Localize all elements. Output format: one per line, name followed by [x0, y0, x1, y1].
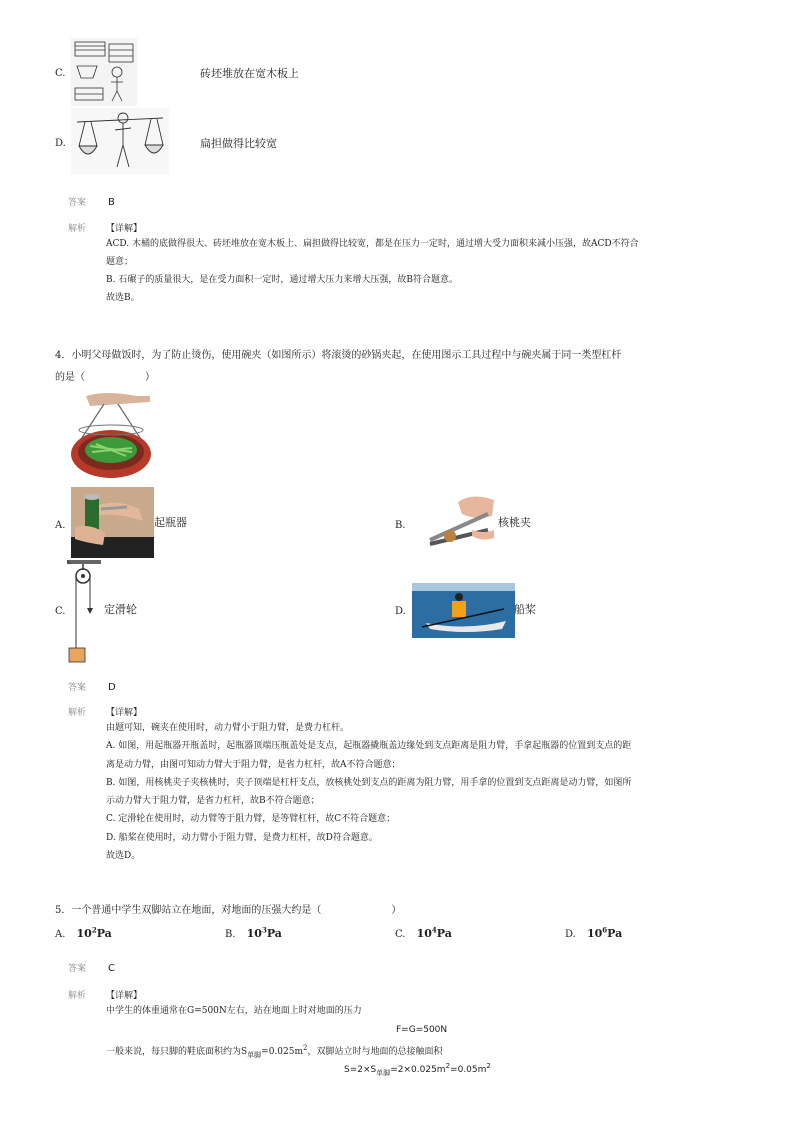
option-c-text: 定滑轮	[104, 603, 137, 616]
option-letter: D.	[565, 929, 576, 940]
option-value: $10^3Pa$	[246, 925, 282, 940]
q4-detail-block	[106, 721, 631, 867]
stem-line: 4．小明父母做饭时，为了防止烫伤，使用碗夹（如图所示）将滚烫的砂锅夹起，在使用图示工具过程中与碗夹属于同一类型杠杆	[55, 350, 622, 361]
analysis-label: 解析	[68, 224, 87, 234]
option-value: $10^6Pa$	[586, 925, 623, 940]
stem-line: 的是（ ）	[55, 372, 155, 383]
q4-stem	[55, 348, 621, 385]
bottle-opener-photo	[71, 487, 154, 558]
q3-detail-block	[106, 237, 639, 309]
bowl-clip-photo	[66, 388, 156, 484]
answer-value: C	[108, 963, 115, 974]
answer-label: 答案	[68, 964, 87, 974]
option-a-letter: A.	[55, 520, 66, 531]
option-a-text: 起瓶器	[154, 516, 187, 529]
option-letter: A.	[55, 929, 66, 940]
detail-line: 一般来说，每只脚的鞋底面积约为$S_{单脚}=0.025m^2$，双脚站立时与地面的总接触面积	[106, 1044, 443, 1059]
boat-paddle-photo	[412, 583, 515, 638]
option-d-text: 扁担做得比较宽	[200, 137, 277, 150]
brick-stack-illustration	[71, 38, 137, 106]
option-b-letter: B.	[395, 520, 406, 531]
analysis-label: 解析	[68, 991, 87, 1001]
answer-value: B	[108, 197, 115, 208]
option-letter: C.	[395, 929, 406, 940]
option-d-letter: D.	[55, 138, 66, 149]
detail-header: 【详解】	[106, 708, 143, 718]
option-c-letter: C.	[55, 606, 66, 617]
detail-header: 【详解】	[106, 991, 143, 1001]
detail-line: 题意；	[106, 257, 134, 267]
nutcracker-photo	[422, 492, 498, 552]
option-c-text: 砖坯堆放在宽木板上	[200, 67, 299, 80]
fixed-pulley-diagram	[67, 560, 101, 664]
answer-label: 答案	[68, 198, 87, 208]
detail-line: D. 船桨在使用时，动力臂小于阻力臂，是费力杠杆，故D符合题意。	[106, 832, 378, 843]
detail-line: 示动力臂大于阻力臂，是省力杠杆，故B不符合题意；	[106, 796, 320, 807]
answer-value: D	[108, 682, 116, 693]
analysis-label: 解析	[68, 708, 87, 718]
detail-line: A. 如图，用起瓶器开瓶盖时，起瓶器顶端压瓶盖处是支点，起瓶器撬瓶盖边缘处到支点距离是阻力臂，手拿起瓶器的位置到支点的距	[106, 741, 632, 752]
detail-line: 离是动力臂，由图可知动力臂大于阻力臂，是省力杠杆，故A不符合题意；	[106, 759, 401, 770]
carrying-pole-illustration	[71, 108, 169, 174]
option-b-text: 核桃夹	[498, 516, 531, 529]
answer-label: 答案	[68, 683, 87, 693]
option-value: $10^4Pa$	[416, 925, 452, 940]
detail-line: ACD. 木桶的底做得很大、砖坯堆放在宽木板上、扁担做得比较宽，都是在压力一定时，通过增大受力面积来减小压强，故ACD不符合	[106, 239, 639, 249]
detail-header: 【详解】	[106, 224, 143, 234]
formula-line: F=G=500N	[396, 1025, 448, 1035]
option-letter: B.	[225, 929, 236, 940]
detail-line: B. 如图，用核桃夹子夹核桃时，夹子顶端是杠杆支点，放核桃处到支点的距离为阻力臂，用手拿的位置到支点距离是动力臂，如图所	[106, 777, 632, 788]
q5-option-d	[565, 922, 622, 942]
detail-line: C. 定滑轮在使用时，动力臂等于阻力臂，是等臂杠杆，故C不符合题意；	[106, 814, 396, 825]
detail-line: 故选D。	[106, 851, 141, 862]
detail-line: 中学生的体重通常在G=500N左右，站在地面上时对地面的压力	[106, 1006, 362, 1016]
option-d-letter: D.	[395, 606, 406, 617]
detail-line: 故选B。	[106, 293, 140, 303]
q5-option-b	[225, 922, 282, 942]
option-value: $10^2Pa$	[76, 925, 112, 940]
detail-line: 由题可知，碗夹在使用时，动力臂小于阻力臂，是费力杠杆。	[106, 723, 350, 733]
q5-stem: 5．一个普通中学生双脚站立在地面，对地面的压强大约是（ ）	[55, 905, 402, 916]
q5-option-c	[395, 922, 452, 942]
detail-line: B. 石碾子的质量很大，是在受力面积一定时，通过增大压力来增大压强，故B符合题意。	[106, 275, 458, 285]
formula-line: $S=2\times S_{单脚}=2\times 0.025m^2=0.05m^2$	[344, 1062, 491, 1077]
option-d-text: 船桨	[514, 603, 536, 616]
option-c-letter: C.	[55, 68, 66, 79]
